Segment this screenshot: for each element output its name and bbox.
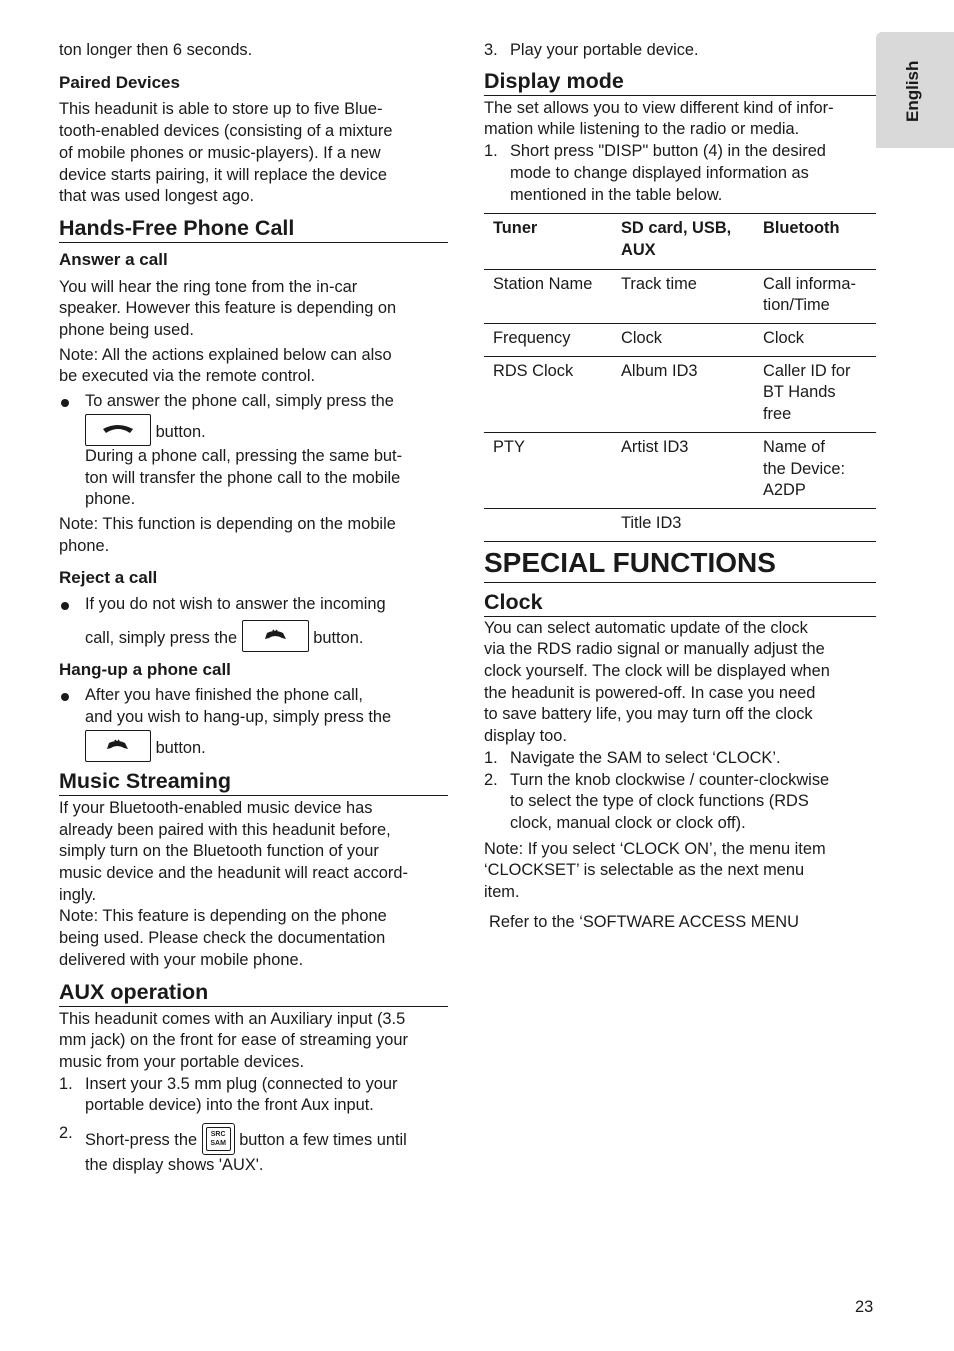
cell-line: tion/Time [763,296,830,315]
text-line: This headunit comes with an Auxiliary input (3.5 [59,1009,406,1028]
aux-step-1 [59,1074,448,1117]
refer-line: Refer to the ‘SOFTWARE ACCESS MENU [489,912,799,931]
text-line: Note: This feature is depending on the phone [59,907,387,926]
clock-step-2 [484,770,876,835]
answer-call-bullet [59,391,448,511]
text-line: This headunit is able to store up to five Blue- [59,100,383,119]
bullet-dot [61,693,69,701]
text-line: ton will transfer the phone call to the mobile [85,468,401,487]
text-line: If your Bluetooth-enabled music device has [59,798,373,817]
text-line: clock, manual clock or clock off). [510,813,746,832]
text-line: the display shows 'AUX'. [85,1156,264,1175]
text-line: mode to change displayed information as [510,163,809,182]
display-mode-table [484,213,876,541]
text-line: Play your portable device. [510,41,699,59]
table-cell [612,356,754,432]
table-header-row [484,214,876,269]
answer-call-heading: Answer a call [59,249,168,269]
table-cell [754,356,876,432]
cell-line: AUX [621,240,656,259]
music-streaming-heading: Music Streaming [59,768,448,796]
music-streaming-text [59,798,448,972]
aux-operation-text [59,1009,448,1074]
clock-step-1 [484,748,876,770]
display-mode-text [484,98,876,141]
clock-note [484,839,876,904]
text-line: item. [484,883,520,902]
table-row [484,432,876,508]
cell-line: the Device: [763,459,845,478]
table-cell [484,356,612,432]
text-line: After you have finished the phone call, [85,686,363,705]
table-cell [484,508,612,541]
table-header-cell [484,214,612,269]
cell-line: PTY [493,437,525,456]
language-tab [876,32,954,148]
paired-devices-heading: Paired Devices [59,72,180,92]
display-step-1 [484,141,876,206]
text-line [85,730,448,762]
text-fragment: Short-press the [85,1131,198,1150]
table-header-cell [612,214,754,269]
cell-line: Album ID3 [621,361,698,380]
table-cell [754,508,876,541]
text-line: Note: This function is depending on the mobile [59,514,396,533]
table-cell [612,508,754,541]
cell-line: Tuner [493,219,538,238]
button-word: button. [313,628,364,647]
bullet-dot [61,602,69,610]
display-mode-heading: Display mode [484,68,876,96]
cell-line: Frequency [493,329,571,348]
table-row [484,269,876,323]
call-answer-button-icon [85,414,151,446]
table-cell [754,269,876,323]
clock-text [484,618,876,748]
cell-line: Call informa- [763,274,856,293]
text-line: via the RDS radio signal or manually adjust the [484,640,825,659]
aux-step-2 [59,1123,448,1177]
text-line: Navigate the SAM to select ‘CLOCK’. [510,748,781,767]
cell-line: RDS Clock [493,361,574,380]
table-cell [754,432,876,508]
right-column [484,40,876,934]
text-line: already been paired with this headunit before, [59,820,391,839]
table-cell [484,269,612,323]
text-line: To answer the phone call, simply press the [85,392,394,411]
text-line: music device and the headunit will react accord- [59,863,408,882]
text-line: ‘CLOCKSET’ is selectable as the next menu [484,861,805,880]
call-reject-button-icon [242,620,309,652]
answer-call-note-2 [59,514,448,557]
src-sam-label [206,1127,231,1151]
answer-call-note [59,345,448,388]
table-cell [754,324,876,357]
table-header-cell [754,214,876,269]
text-line: delivered with your mobile phone. [59,950,304,969]
answer-call-text [59,277,448,342]
text-line: You can select automatic update of the clock [484,618,808,637]
step-number: 2. [484,770,498,789]
text-fragment: call, simply press the [85,628,238,647]
step-number: 3. [484,41,498,59]
text-line: phone. [59,536,110,555]
cell-line: free [763,405,792,424]
text-line: be executed via the remote control. [59,367,316,386]
table-row [484,356,876,432]
text-line: mm jack) on the front for ease of streaming your [59,1031,408,1050]
call-hangup-button-icon [85,730,151,762]
text-line: to save battery life, you may turn off the clock [484,705,813,724]
text-line: device starts pairing, it will replace the device [59,165,387,184]
button-word: button. [155,422,206,441]
cell-line: SD card, USB, [621,219,732,238]
text-line: that was used longest ago. [59,187,254,206]
cell-line: Clock [763,329,804,348]
text-line: the headunit is powered-off. In case you need [484,683,816,702]
src-label: SRC [210,1131,226,1139]
paired-devices-text [59,99,448,208]
cell-line: Artist ID3 [621,437,689,456]
text-fragment: button a few times until [239,1131,407,1150]
button-word: button. [155,738,206,757]
cell-line: Clock [621,329,662,348]
text-line: Short press "DISP" button (4) in the desired [510,142,826,161]
text-line: simply turn on the Bluetooth function of your [59,842,379,861]
text-line: ingly. [59,885,97,904]
clock-heading: Clock [484,589,876,617]
aux-step-3 [484,40,876,62]
text-line: If you do not wish to answer the incoming [85,595,386,614]
text-line: mation while listening to the radio or media. [484,120,800,139]
hands-free-heading: Hands-Free Phone Call [59,215,448,243]
step-number: 1. [484,748,498,767]
text-line: phone. [85,490,136,509]
hang-up-bullet [59,685,448,761]
text-line: clock yourself. The clock will be displayed when [484,662,830,681]
hang-up-heading: Hang-up a phone call [59,659,231,679]
table-row [484,324,876,357]
reject-call-bullet [59,594,448,652]
table-cell [612,432,754,508]
cell-line: Name of [763,437,825,456]
cell-line: Station Name [493,274,593,293]
step-number: 1. [484,142,498,161]
src-sam-button-icon [202,1123,235,1155]
page-number: 23 [855,1298,874,1316]
text-line: Insert your 3.5 mm plug (connected to your [85,1074,398,1093]
text-line: being used. Please check the documentation [59,929,386,948]
aux-operation-heading: AUX operation [59,979,448,1007]
text-line [85,620,448,652]
text-line: Note: All the actions explained below can also [59,345,392,364]
text-line: phone being used. [59,321,194,340]
left-column [59,40,448,1177]
text-line: music from your portable devices. [59,1052,305,1071]
bullet-dot [61,399,69,407]
special-functions-heading: SPECIAL FUNCTIONS [484,547,876,583]
cell-line: A2DP [763,481,806,500]
reject-call-heading: Reject a call [59,568,158,588]
text-line [85,414,448,446]
cell-line: Bluetooth [763,219,840,238]
text-line: and you wish to hang-up, simply press the [85,708,392,727]
table-cell [484,324,612,357]
text-line: Turn the knob clockwise / counter-clockwise [510,770,830,789]
text-line: portable device) into the front Aux input. [85,1096,374,1115]
text-line: display too. [484,727,567,746]
text-line: mentioned in the table below. [510,185,723,204]
text-line: of mobile phones or music-players). If a new [59,143,381,162]
table-cell [612,324,754,357]
step-number: 2. [59,1124,73,1143]
text-line [85,1123,448,1155]
text-line: The set allows you to view different kind of infor- [484,98,834,117]
text-line: tooth-enabled devices (consisting of a mixture [59,122,393,141]
text-line: During a phone call, pressing the same but- [85,446,403,465]
cell-line: Track time [621,274,697,293]
cell-line: Caller ID for [763,361,851,380]
language-tab-label: English [903,60,922,122]
step-number: 1. [59,1074,73,1093]
table-cell [612,269,754,323]
text-line: Note: If you select ‘CLOCK ON’, the menu item [484,839,826,858]
sam-label: SAM [210,1140,226,1148]
table-cell [484,432,612,508]
text-line: to select the type of clock functions (RDS [510,792,809,811]
text-line: speaker. However this feature is depending on [59,299,397,318]
intro-line: ton longer then 6 seconds. [59,41,253,59]
text-line: You will hear the ring tone from the in-car [59,277,358,296]
cell-line: Title ID3 [621,513,682,532]
cell-line: BT Hands [763,383,836,402]
table-row [484,508,876,541]
